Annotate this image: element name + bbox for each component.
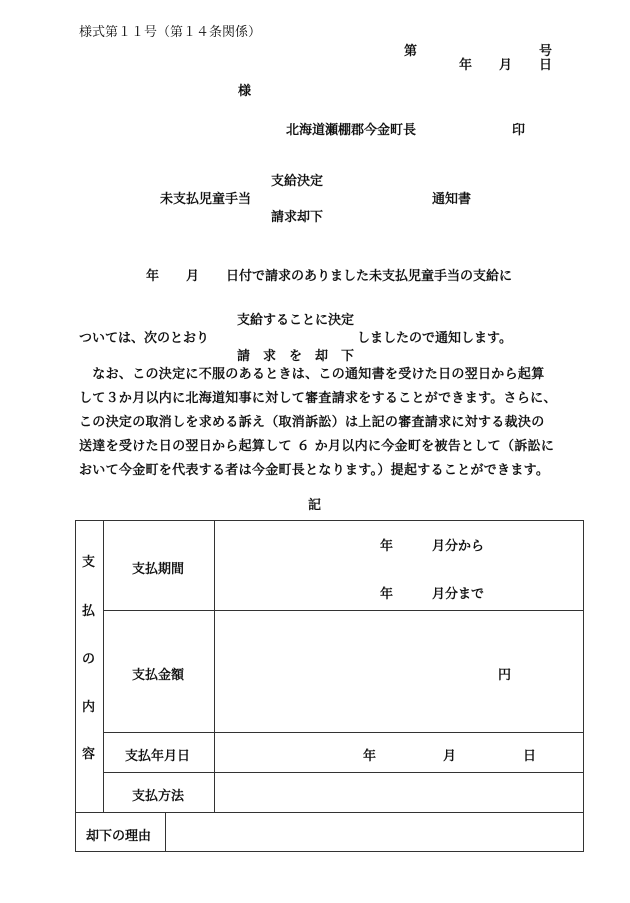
appeal-notice — [79, 363, 557, 483]
side-label-char: 払 — [82, 604, 96, 619]
body-line2-suffix: しましたので通知します。 — [357, 331, 512, 346]
period-from-year: 年 — [380, 539, 394, 554]
payment-method-label: 支払方法 — [132, 789, 185, 804]
body-option-grant: 支給することに決定 — [237, 313, 355, 328]
notice-line: この決定の取消しを求める訴え（取消訴訟）は上記の審査請求に対する裁決の — [79, 415, 545, 430]
seal-mark: 印 — [512, 123, 526, 138]
body-option-reject: 請 求 を 却 下 — [237, 349, 355, 364]
doc-number-suffix: 号 — [539, 44, 553, 59]
side-label-char: の — [82, 652, 96, 667]
form-number-label: 様式第１１号（第１４条関係） — [79, 25, 262, 40]
notice-line: おいて今金町を代表する者は今金町長となります。）提起することができます。 — [79, 463, 550, 478]
body-line2-prefix: ついては、次のとおり — [79, 331, 210, 346]
side-label-char: 支 — [82, 555, 96, 570]
title-suffix: 通知書 — [432, 192, 472, 207]
rejection-reason-label: 却下の理由 — [86, 829, 152, 844]
period-to-text: 月分まで — [432, 587, 485, 602]
body-year-label: 年 — [146, 269, 160, 284]
period-to-year: 年 — [380, 587, 394, 602]
title-option-grant: 支給決定 — [271, 174, 324, 189]
period-from-text: 月分から — [432, 539, 485, 554]
side-label-char: 容 — [82, 747, 96, 762]
notice-line: して３か月以内に北海道知事に対して審査請求をすることができます。さらに、 — [79, 391, 557, 406]
notice-line: なお、この決定に不服のあるときは、この通知書を受けた日の翌日から起算 — [79, 367, 545, 382]
amount-label: 支払金額 — [132, 668, 185, 683]
ki-heading: 記 — [308, 498, 322, 513]
side-label-char: 内 — [82, 700, 96, 715]
amount-unit: 円 — [498, 668, 512, 683]
title-option-reject: 請求却下 — [271, 210, 324, 225]
date-month-label: 月 — [499, 58, 513, 73]
period-label: 支払期間 — [132, 562, 185, 577]
date-year-label: 年 — [459, 58, 473, 73]
payment-date-year: 年 — [363, 749, 377, 764]
addressee-honorific: 様 — [238, 84, 252, 99]
date-day-label: 日 — [539, 58, 553, 73]
issuer-name: 北海道瀬棚郡今金町長 — [286, 123, 417, 138]
doc-number-prefix: 第 — [404, 44, 418, 59]
body-line1-text: 日付で請求のありました未支払児童手当の支給に — [226, 269, 513, 284]
payment-date-day: 日 — [523, 749, 537, 764]
notice-line: 送達を受けた日の翌日から起算して ６ か月以内に今金町を被告として（訴訟に — [79, 439, 555, 454]
title-subject: 未支払児童手当 — [160, 192, 252, 207]
body-month-label: 月 — [186, 269, 200, 284]
payment-date-month: 月 — [443, 749, 457, 764]
payment-date-label: 支払年月日 — [125, 749, 191, 764]
